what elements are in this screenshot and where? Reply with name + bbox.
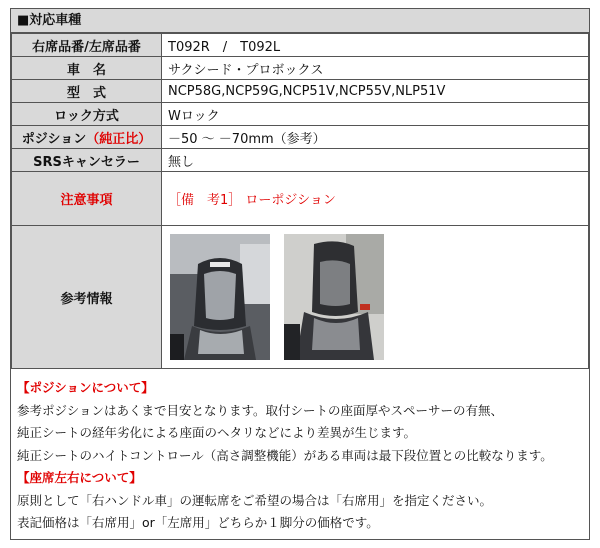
caution-value: ［備 考1］ ローポジション: [162, 172, 589, 226]
row-label: [12, 126, 162, 149]
notes-section: [11, 377, 589, 535]
position-label-note: （純正比）: [86, 131, 152, 147]
compatibility-sheet: [10, 8, 590, 540]
lock-value: Wロック: [162, 103, 589, 126]
spec-table: [11, 33, 589, 369]
row-label: 右席品番/左席品番: [12, 34, 162, 57]
note-line: 原則として「右ハンドル車」の運転席をご希望の場合は「右席用」を指定ください。: [17, 492, 493, 508]
note-line: 表記価格は「右席用」or「左席用」どちらか１脚分の価格です。: [17, 515, 379, 530]
table-row: [12, 172, 589, 226]
table-row: [12, 80, 589, 103]
row-label: 型 式: [12, 80, 162, 103]
table-row: [12, 34, 589, 57]
reference-photos: [162, 226, 589, 369]
model-value: NCP58G,NCP59G,NCP51V,NCP55V,NLP51V: [162, 80, 589, 103]
note-line: 純正シートの経年劣化による座面のヘタリなどにより差異が生じます。: [17, 425, 417, 440]
row-label: 参考情報: [12, 226, 162, 369]
part-number-value: T092R / T092L: [162, 34, 589, 57]
note-line: 純正シートのハイトコントロール（高さ調整機能）がある車両は最下段位置との比較なります。: [17, 447, 553, 463]
seat-side-notes-heading: 【座席左右について】: [17, 470, 142, 485]
position-notes-heading: 【ポジションについて】: [17, 380, 154, 395]
table-row: [12, 149, 589, 172]
row-label: SRSキャンセラー: [12, 149, 162, 172]
row-label: ロック方式: [12, 103, 162, 126]
position-value: －50 ～ －70mm（参考）: [162, 126, 589, 149]
row-label: 車 名: [12, 57, 162, 80]
table-row: [12, 57, 589, 80]
seat-photo-1: [170, 234, 270, 360]
table-row: [12, 126, 589, 149]
note-line: 参考ポジションはあくまで目安となります。取付シートの座面厚やスペーサーの有無、: [17, 402, 503, 418]
row-label: 注意事項: [12, 172, 162, 226]
position-label: ポジション: [21, 131, 87, 147]
seat-photo-2: [284, 234, 384, 360]
srs-value: 無し: [162, 149, 589, 172]
car-name-value: サクシード・プロボックス: [162, 57, 589, 80]
table-row: [12, 226, 589, 369]
section-title: ■対応車種: [11, 9, 589, 33]
table-row: [12, 103, 589, 126]
